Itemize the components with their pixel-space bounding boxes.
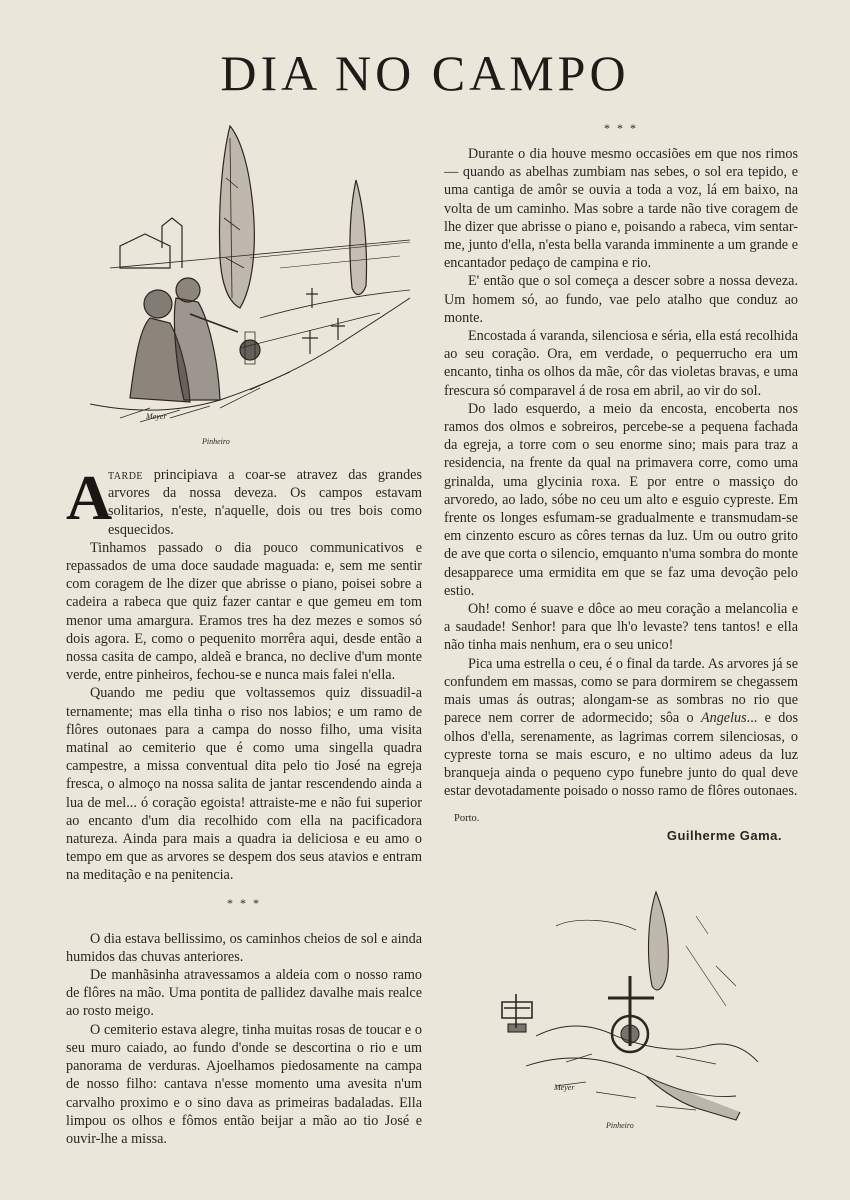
lead-word: tarde bbox=[108, 467, 144, 483]
paragraph: Encostada á varanda, silenciosa e séria, ella está recolhida ao seu coração. Ora, em verdade, o pequerrucho era um encanto, tinha os olhos da mãe, côr das violetas bravas, e uma frescura só comparavel á de rosa em abril, ao vir do sol. bbox=[444, 328, 798, 399]
paragraph: Oh! como é suave e dôce ao meu coração a melancolia e a saudade! Senhor! para que lh'o levaste? tens tantos! e ella não tinha mais nenhum, era o seu unico! bbox=[444, 601, 798, 654]
cross-wreath-illustration bbox=[496, 886, 766, 1136]
author-signature: Guilherme Gama. bbox=[666, 827, 782, 843]
divider-stars: * * * bbox=[227, 895, 261, 910]
paragraph: De manhãsinha atravessamos a aldeia com o nosso ramo de flôres na mão. Uma pontita de pallidez davalhe mais realce ao rosto meigo. bbox=[66, 967, 422, 1020]
illustration-signature: Meyer bbox=[554, 1083, 575, 1092]
right-column bbox=[444, 121, 798, 845]
paragraph: O cemiterio estava alegre, tinha muitas rosas de toucar e o seu muro caiado, ao fundo d'onde se descortina o rio e um panorama de verduras. Ajoelhamos piedosamente na campa de nosso filho: cantava n'esse momento uma avesita n'um carvalho proximo e o sino dava as primeiras badaladas. Ella limpou os olhos e fômos então beijar a mão ao tio José e ouvir-lhe a missa. bbox=[66, 1021, 422, 1147]
section-divider bbox=[66, 895, 422, 910]
angelus-word: Angelus bbox=[700, 710, 747, 727]
paragraph: Tinhamos passado o dia pouco communicativos e repassados de uma doce saudade maguada: e, sem me sentir com coragem de lhe dizer que abrisse o piano, poisei sobre a cadeira a rabeca que quiz fazer cantar e que gemeu em tom menor uma amargura. Eramos tres ha dez mezes e somos só dois agora. E, como o pequenito morrêra aqui, desde então a nossa casita de campo, aldeã e branca, no declive d'um monte verde, entre pinheiros, fechou-se e nunca mais falei n'ella. bbox=[66, 539, 422, 684]
paragraph: Do lado esquerdo, a meio da encosta, encoberta nos ramos dos olmos e sobreiros, percebe-se a pequena fachada da egreja, a torre com o seu enorme sino; mais para traz a residencia, na frente da qual na primavera corre, como uma grinalda, uma glycinia roxa. E por entre o massiço do arvoredo, ao lado, sóbe no ceu um alto e esguio cypreste. Em frente os longes esfumam-se gradualmente e transmudam-se em cinzento escuro as côres ternas da luz. Um ou outro grito de ave que corta o silencio, emquanto n'uma sombra do monte desapparece uma ermidita em que se faz uma devoção pelo estio. bbox=[444, 400, 798, 599]
paragraph: O dia estava bellissimo, os caminhos cheios de sol e ainda humidos das chuvas anteriores. bbox=[66, 930, 422, 965]
paragraph-text: ... e dos olhos d'ella, serenamente, as lagrimas correm silenciosas, o cypreste torna se mais escuro, e no ultimo adeus da luz branqueja ainda o pequeno cypo funebre junto do qual deve estar devotadamente poisado o nosso ramo de flôres outonaes. bbox=[444, 710, 798, 800]
drop-cap: A bbox=[66, 462, 113, 533]
illustration-signature: Meyer bbox=[146, 412, 167, 421]
place-line: Porto. bbox=[454, 813, 480, 825]
paragraph: Quando me pediu que voltassemos quiz dissuadil-a ternamente; mas ella tinha o riso nos labios; e um ramo de flôres outonaes para a campa do nosso filho, uma visita matinal ao cemiterio que é como uma singella quadra campestre, a missa conventual dita pelo tio José na egreja fresca, o almoço na nossa salita de jantar rescendendo ainda a lua de mel... ó coração egoista! attraiste-me e não fui superior ao encanto d'um dia recolhido com ella na pacificadora natureza. Ainda para mais a quadra ia deliciosa e eu amo o tempo em que as arvores se despem dos seus atavios e entram na meditação e na penitencia. bbox=[66, 685, 422, 884]
paragraph-text: principiava a coar-se atravez das grandes arvores da nossa deveza. Os campos estavam solitarios, n'este, n'aquelle, dois ou tres bois como esquecidos. bbox=[108, 467, 422, 538]
section-divider bbox=[444, 121, 798, 135]
article-title: DIA NO CAMPO bbox=[220, 45, 630, 101]
paragraph: Durante o dia houve mesmo occasiões em que nos rimos — quando as abelhas zumbiam nas sebes, o sol era tepido, e uma cantiga de amôr se ouvia a toda a voz, lá em baixo, na volta de um caminho. Mas sobre a tarde não tive coragem de lhe dizer que abrisse o piano e, poisando a rabeca, vim sentar-me, junto d'ella, n'esta bella varanda imminente a um grande e encantador pedaço de campina e rio. bbox=[444, 146, 798, 272]
grave-scene-illustration bbox=[80, 118, 420, 448]
illustration-signature: Pinheiro bbox=[202, 437, 230, 446]
divider-stars: * * * bbox=[604, 121, 638, 135]
left-column bbox=[66, 462, 422, 1148]
paragraph: E' então que o sol começa a descer sobre a nossa deveza. Um homem só, ao fundo, vae pelo atalho que conduz ao monte. bbox=[444, 273, 798, 326]
paragraph-text: Pica uma estrella o ceu, é o final da tarde. As arvores já se confundem em massas, como se para dormirem se chegassem mais umas ás outras; alongam-se as sombras no rio que parece nem correr de adormecido; sôa o bbox=[444, 655, 798, 727]
illustration-signature: Pinheiro bbox=[606, 1121, 634, 1130]
opening-paragraph bbox=[66, 462, 422, 539]
paragraph bbox=[444, 655, 798, 801]
